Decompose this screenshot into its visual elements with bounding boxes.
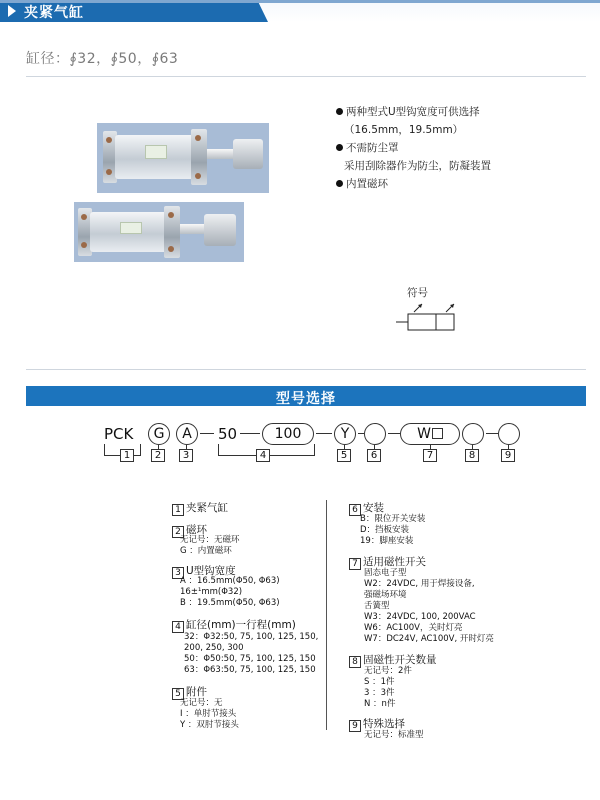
spec-title-4: 4 缸径(mm)一行程(mm) <box>172 617 296 633</box>
spec-line: N ：n件 <box>364 699 396 709</box>
divider <box>26 76 586 77</box>
section-band <box>26 386 586 406</box>
index-box: 6 <box>367 449 381 462</box>
code-switch: W <box>400 423 460 445</box>
spec-line: 3 ：3件 <box>364 688 395 698</box>
spec-line: 16±¹mm(Φ32) <box>180 587 243 597</box>
spec-line: B：限位开关安装 <box>360 514 426 524</box>
spec-line: G ：内置磁环 <box>180 546 232 556</box>
symbol-label: 符号 <box>407 287 428 299</box>
spec-title-8: 8 固磁性开关数量 <box>349 652 437 668</box>
spec-title-2: 2 磁环 <box>172 522 207 538</box>
spec-title-5: 5 附件 <box>172 684 207 700</box>
page-title: 夹紧气缸 <box>24 5 84 21</box>
spec-line: Y ：双肘节接头 <box>180 720 239 730</box>
cylinder-symbol-icon <box>396 300 466 342</box>
divider <box>26 369 586 370</box>
spec-line: W3：24VDC, 100, 200VAC <box>364 612 476 622</box>
play-arrow-icon <box>8 5 16 17</box>
spec-title-3: 3 U型钩宽度 <box>172 563 236 579</box>
spec-line: 50：Φ50:50, 75, 100, 125, 150 <box>184 654 316 664</box>
feature-line-2: （16.5mm，19.5mm） <box>344 124 464 136</box>
spec-line: 19：脚座安装 <box>360 536 414 546</box>
spec-line: W2：24VDC, 用于焊接设备, <box>364 579 475 589</box>
spec-line: W6：AC100V，关时灯亮 <box>364 623 463 633</box>
spec-line: 200, 250, 300 <box>184 643 244 653</box>
index-box: 7 <box>423 449 437 462</box>
index-box: 5 <box>337 449 351 462</box>
blank-box-icon <box>432 428 443 439</box>
spec-line: 强磁场环境 <box>364 590 407 600</box>
code-bore: 50 <box>218 425 238 443</box>
spec-line: 无记号：标准型 <box>364 730 424 740</box>
code-dash <box>388 433 400 434</box>
code-stroke: 100 <box>262 423 314 445</box>
spec-title-1: 1 夹紧气缸 <box>172 500 228 516</box>
code-dash <box>240 433 260 434</box>
spec-line: 32：Φ32:50, 75, 100, 125, 150, <box>184 632 319 642</box>
spec-line: 无记号：无 <box>180 698 223 708</box>
header-accent-bar <box>0 0 600 3</box>
feature-line-5: 内置磁环 <box>336 176 388 192</box>
cylinder-photo-2 <box>74 202 244 262</box>
spec-line: W7：DC24V, AC100V, 开时灯亮 <box>364 634 494 644</box>
feature-line-3: 不需防尘罩 <box>336 140 399 156</box>
feature-line-4: 采用刮除器作为防尘，防凝装置 <box>344 160 491 172</box>
code-dash <box>316 433 332 434</box>
bullet-icon <box>336 108 343 115</box>
section-title: 型号选择 <box>276 391 336 407</box>
code-qty-blank <box>462 423 484 445</box>
model-prefix: PCK <box>104 425 134 443</box>
code-g: G <box>148 423 170 445</box>
feature-line-1: 两种型式U型钩宽度可供选择 <box>336 104 480 120</box>
index-box: 4 <box>256 449 270 462</box>
spec-line: 无记号：无磁环 <box>180 535 240 545</box>
spec-line: B ：19.5mm(Φ50, Φ63) <box>180 598 280 608</box>
index-box: 3 <box>179 449 193 462</box>
page-header <box>0 0 600 22</box>
spec-line: I ：单肘节接头 <box>180 709 237 719</box>
index-box: 8 <box>465 449 479 462</box>
spec-line: A ：16.5mm(Φ50, Φ63) <box>180 576 280 586</box>
spec-title-9: 9 特殊选择 <box>349 716 405 732</box>
code-dash <box>200 433 214 434</box>
bullet-icon <box>336 180 343 187</box>
cylinder-photo-1 <box>97 123 269 193</box>
spec-line: 63：Φ63:50, 75, 100, 125, 150 <box>184 665 316 675</box>
spec-line: 无记号：2件 <box>364 666 412 676</box>
spec-title-7: 7 适用磁性开关 <box>349 554 426 570</box>
code-special-blank <box>498 423 520 445</box>
index-box: 9 <box>501 449 515 462</box>
bore-sizes: 缸径：∮32，∮50，∮63 <box>26 51 179 67</box>
code-mount-blank <box>364 423 386 445</box>
code-dash <box>486 433 498 434</box>
bullet-icon <box>336 144 343 151</box>
code-a: A <box>176 423 198 445</box>
spec-line: 舌簧型 <box>364 601 390 611</box>
spec-line: D：挡板安装 <box>360 525 410 535</box>
code-y: Y <box>334 423 356 445</box>
index-box: 1 <box>120 449 134 462</box>
spec-title-6: 6 安装 <box>349 500 384 516</box>
index-box: 2 <box>151 449 165 462</box>
spec-line: S ：1件 <box>364 677 395 687</box>
column-divider <box>326 500 327 730</box>
spec-line: 固态电子型 <box>364 568 407 578</box>
